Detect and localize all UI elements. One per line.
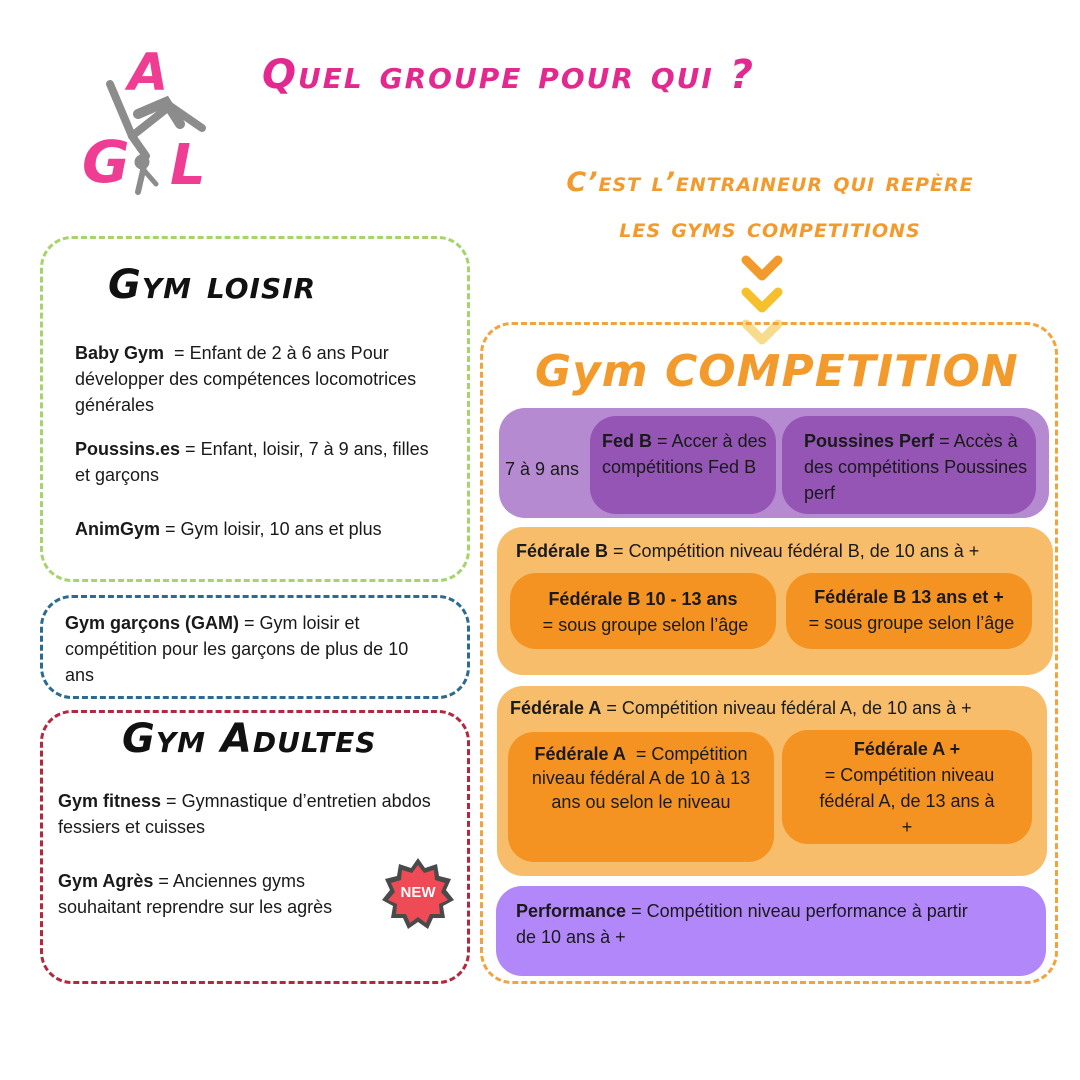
gam-item-name: Gym garçons (GAM): [65, 613, 240, 633]
performance-text: [516, 898, 986, 950]
logo: [80, 44, 210, 199]
subtitle: [500, 160, 1040, 252]
subtitle-line: C’est l’entraineur qui repère: [566, 167, 974, 198]
separator: =: [537, 615, 559, 635]
adultes-item-text: Anciennes gyms souhaitant reprendre sur les agrès: [58, 871, 333, 917]
chevron-down-icon: [746, 260, 778, 276]
federale-b-desc: Compétition niveau fédéral B, de 10 ans à +: [628, 541, 980, 561]
adultes-item: [58, 788, 438, 840]
loisir-item: [75, 436, 435, 488]
federale-b-13-plus-desc: sous groupe selon l’âge: [824, 613, 1015, 633]
fed-b-text: [602, 428, 770, 480]
loisir-item-text: Enfant, loisir, 7 à 9 ans, filles et garçons: [75, 439, 429, 485]
loisir-item: [75, 516, 455, 542]
new-badge-label: NEW: [400, 884, 436, 901]
poussines-perf-text: [804, 428, 1030, 506]
age-group-label: 7 à 9 ans: [505, 459, 580, 479]
federale-a-plus-text: [812, 736, 1002, 840]
federale-b-10-13-text: [520, 586, 766, 638]
separator: =: [626, 901, 647, 921]
separator: =: [608, 541, 629, 561]
separator: =: [819, 765, 841, 785]
gam-item: [65, 610, 440, 688]
federale-b-13-plus-name: Fédérale B 13 ans et +: [814, 587, 1004, 607]
gym-loisir-title: Gym loisir: [108, 262, 317, 308]
performance-name: Performance: [516, 901, 627, 921]
chevron-down-icon: [746, 292, 778, 308]
federale-a-name: Fédérale A: [510, 698, 602, 718]
separator: =: [601, 698, 622, 718]
federale-b-13-plus-text: [792, 584, 1026, 636]
adultes-item: [58, 868, 383, 920]
fed-b-name: Fed B: [602, 431, 653, 451]
separator: =: [180, 439, 201, 459]
federale-a-text: [510, 695, 1040, 721]
loisir-item-name: Poussins.es: [75, 439, 181, 459]
federale-a-plus-name: Fédérale A +: [853, 739, 961, 759]
separator: =: [934, 431, 954, 451]
loisir-item-text: Enfant de 2 à 6 ans Pour développer des compétences locomotrices générales: [75, 343, 417, 415]
loisir-item-name: AnimGym: [75, 519, 161, 539]
separator: =: [161, 791, 182, 811]
federale-a-sub-name: Fédérale A: [534, 744, 626, 764]
federale-b-name: Fédérale B: [516, 541, 609, 561]
federale-a-card-text: [526, 742, 756, 814]
separator: =: [239, 613, 260, 633]
fed-b-desc: Accer à des compétitions Fed B: [602, 431, 767, 477]
separator: =: [652, 431, 672, 451]
adultes-item-name: Gym fitness: [58, 791, 162, 811]
federale-a-plus-desc: Compétition niveau fédéral A, de 13 ans à +: [819, 765, 995, 837]
federale-a-desc: Compétition niveau fédéral A, de 10 ans à +: [621, 698, 972, 718]
gym-competition-title: Gym COMPETITION: [535, 346, 1019, 397]
page-title: Quel groupe pour qui ?: [262, 52, 755, 98]
federale-b-10-13-name: Fédérale B 10 - 13 ans: [548, 589, 738, 609]
separator: =: [160, 519, 181, 539]
logo-letter-l: L: [170, 133, 206, 198]
logo-letter-g: G: [82, 128, 130, 196]
separator: =: [153, 871, 173, 891]
loisir-item: [75, 340, 435, 418]
gam-item-text: Gym loisir et compétition pour les garçons de plus de 10 ans: [65, 613, 409, 685]
subtitle-line: les gyms competitions: [619, 213, 921, 244]
loisir-item-text: Gym loisir, 10 ans et plus: [180, 519, 382, 539]
logo-letter-a: A: [128, 44, 169, 103]
adultes-item-name: Gym Agrès: [58, 871, 154, 891]
adultes-item-text: Gymnastique d’entretien abdos fessiers et cuisses: [58, 791, 431, 837]
poussines-perf-name: Poussines Perf: [804, 431, 935, 451]
separator: =: [803, 613, 825, 633]
new-badge: [380, 856, 456, 932]
gymnast-icon: [80, 44, 210, 199]
federale-b-10-13-desc: sous groupe selon l’âge: [558, 615, 749, 635]
separator: =: [625, 744, 652, 764]
performance-desc: Compétition niveau performance à partir de 10 ans à +: [516, 901, 968, 947]
poussines-perf-desc: Accès à des compétitions Poussines perf: [804, 431, 1028, 503]
separator: =: [164, 343, 190, 363]
federale-b-text: [516, 538, 1046, 564]
federale-a-sub-desc: Compétition niveau fédéral A de 10 à 13 ans ou selon le niveau: [531, 744, 751, 812]
gym-adultes-title: Gym Adultes: [122, 716, 377, 762]
loisir-item-name: Baby Gym: [75, 343, 165, 363]
